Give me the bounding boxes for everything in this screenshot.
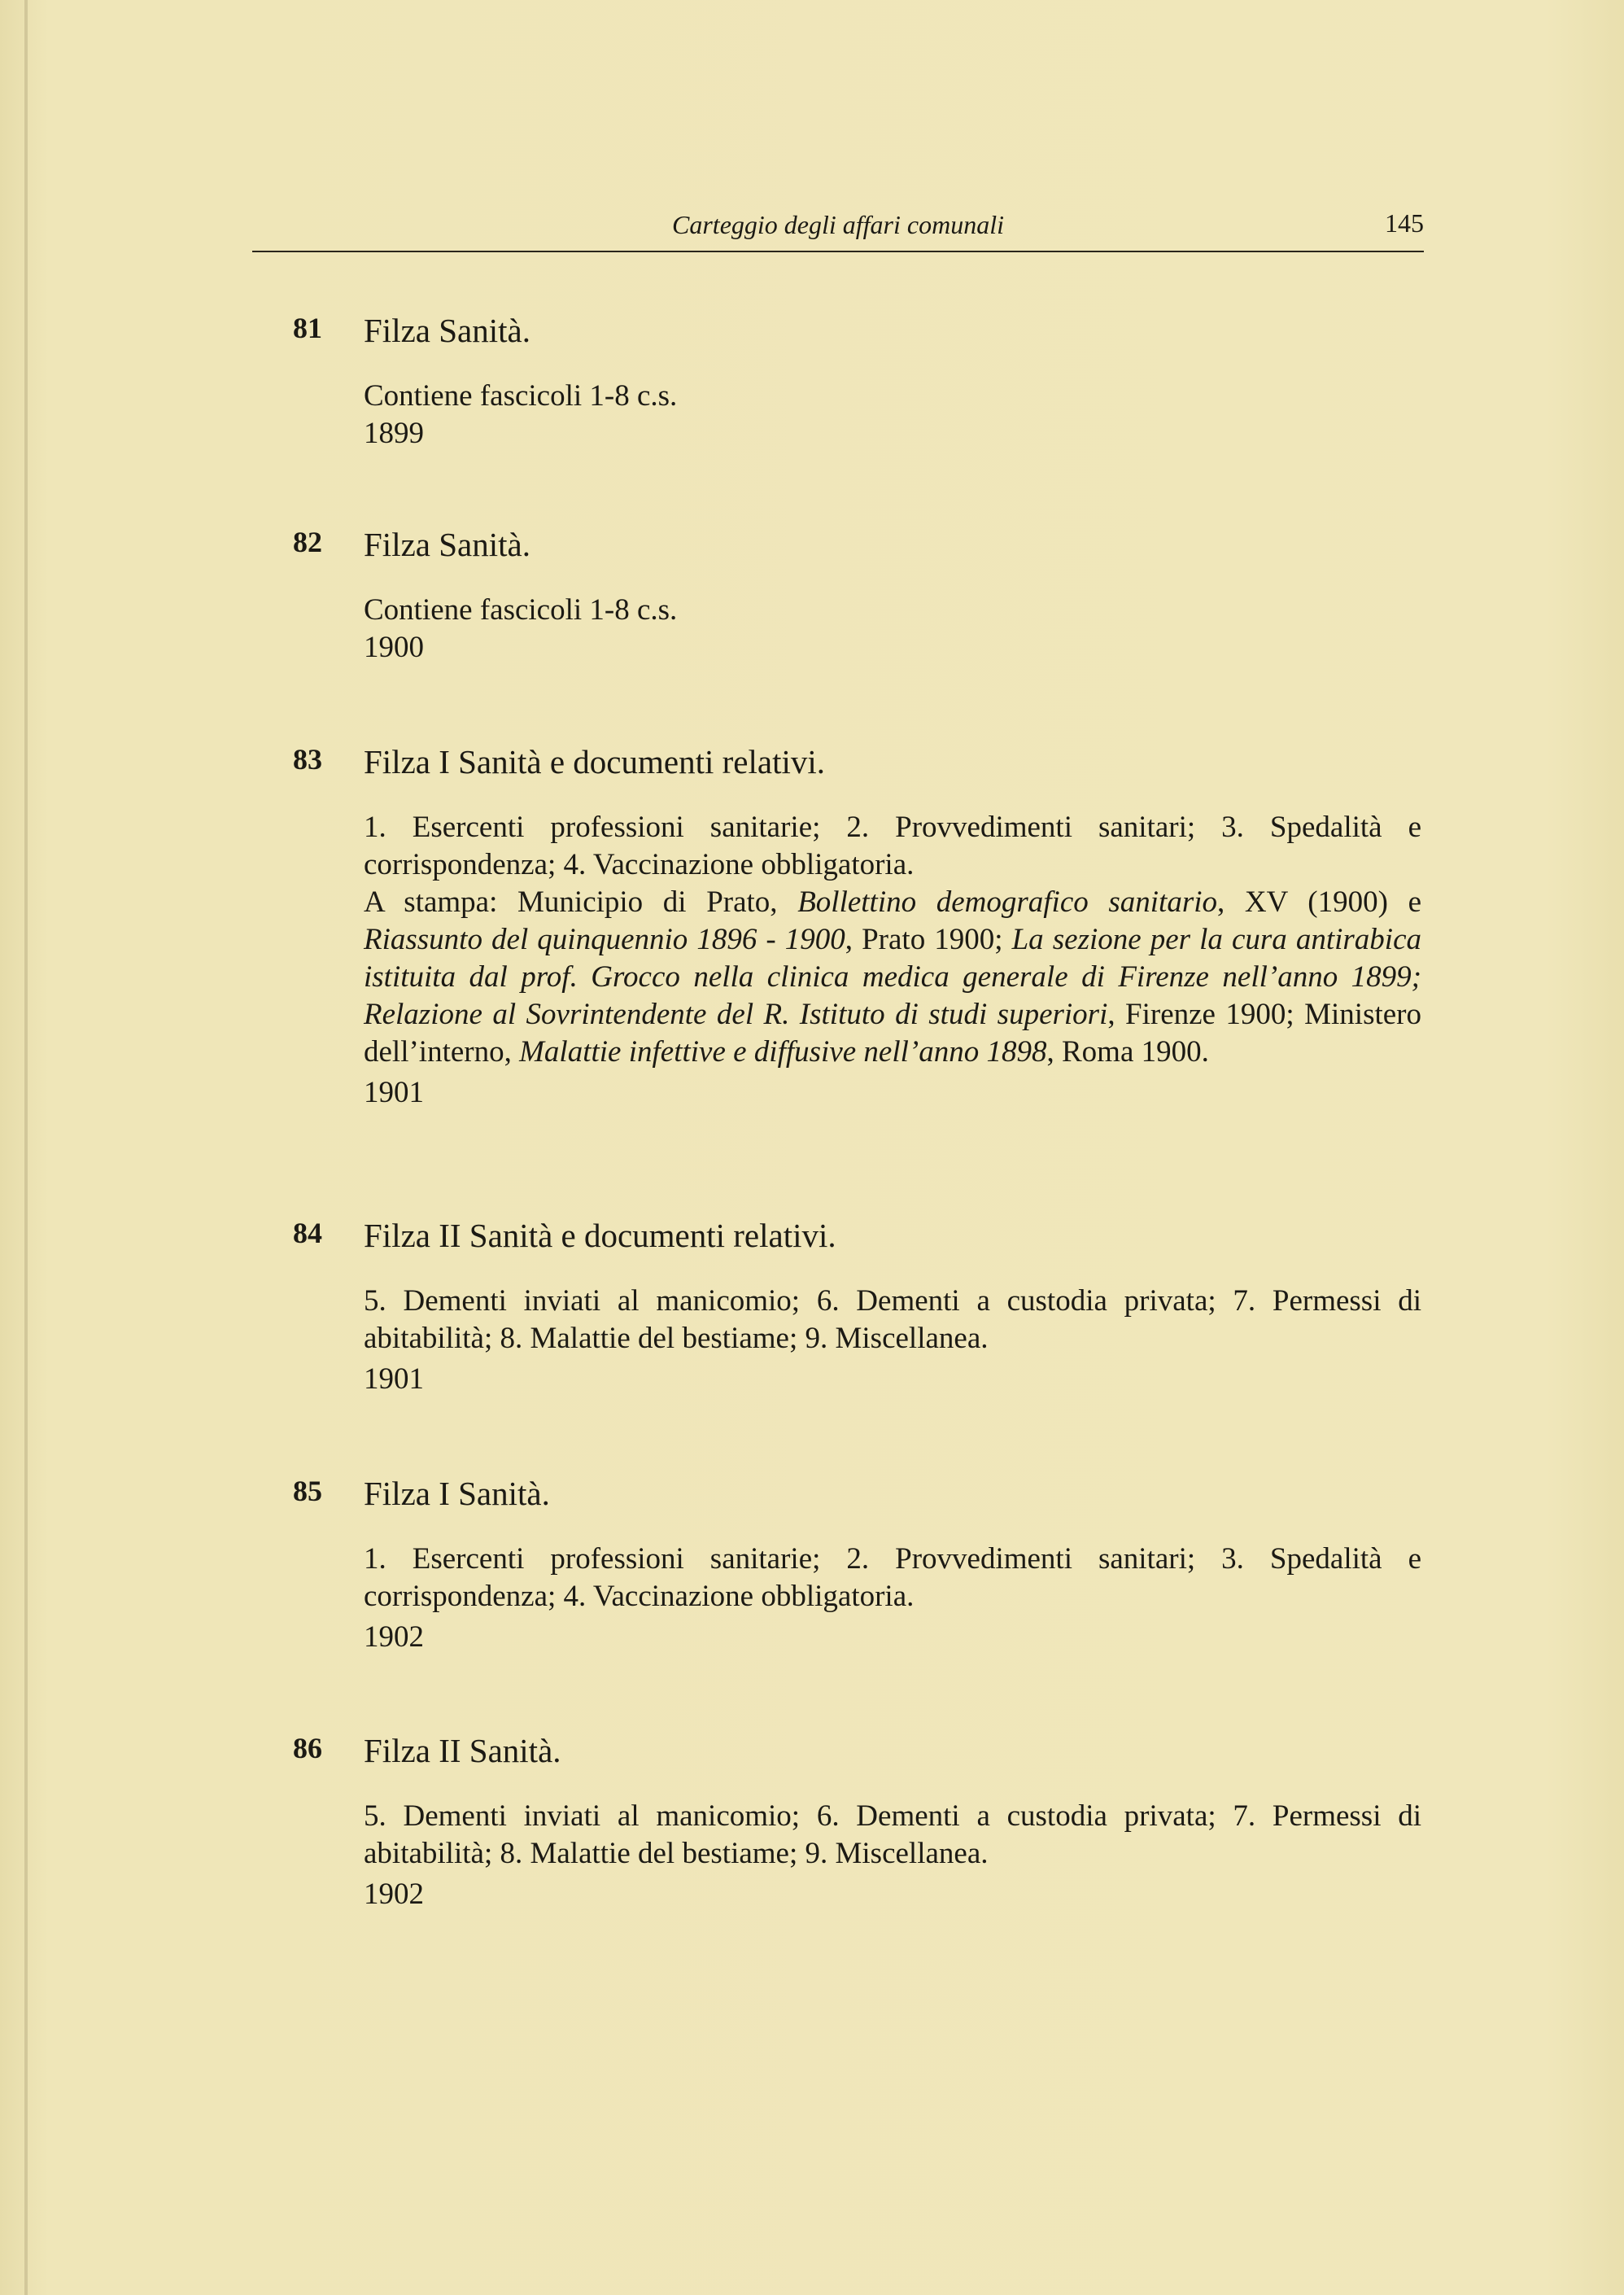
entry-title: Filza I Sanità e documenti relativi. [364,743,825,780]
print-title: Bollettino demografico sanitario [797,885,1218,919]
entry-year: 1901 [364,1362,424,1396]
entry-title: Filza Sanità. [364,312,530,349]
print-text: , Prato 1900; [845,923,1003,956]
entry-body [364,1216,1421,1398]
entry-year: 1901 [364,1076,424,1109]
entry-year: 1902 [364,1620,424,1654]
print-text: , Roma 1900. [1046,1035,1209,1069]
entry-number: 82 [293,526,322,558]
entry-body [364,525,1421,667]
entry-body [364,742,1421,1112]
entry-body [364,1474,1421,1656]
entry-description: Contiene fascicoli 1-8 c.s. [364,593,678,627]
entry-year: 1899 [364,417,424,450]
entry-title: Filza I Sanità. [364,1475,550,1512]
entry-title: Filza Sanità. [364,526,530,563]
page-spine-shadow [24,0,28,2295]
entry-body [364,1731,1421,1913]
page-number: 145 [1385,208,1424,238]
entry-number: 81 [293,312,322,344]
entry-body [364,311,1421,452]
entry-year: 1900 [364,631,424,664]
entry-description: Contiene fascicoli 1-8 c.s. [364,379,678,413]
entry-number: 83 [293,743,322,776]
print-text: , Firenze 1900; Ministero dell’interno, [364,998,1422,1069]
entry-description: 1. Esercenti professioni sanitarie; 2. Provvedimenti sanitari; 3. Spedalità e corrispondenza; 4. Vaccinazione obbligatoria. [364,1542,1421,1613]
entry-print-note [364,884,1421,1071]
print-text: A stampa: Municipio di Prato, [364,885,778,919]
print-title: Riassunto del quinquennio 1896 - 1900 [364,923,845,956]
print-title: Malattie infettive e diffusive nell’anno 1898 [519,1035,1047,1069]
entry-description: 5. Dementi inviati al manicomio; 6. Dementi a custodia privata; 7. Permessi di abitabilità; 8. Malattie del bestiame; 9. Miscellanea. [364,1799,1421,1870]
entry-title: Filza II Sanità. [364,1732,561,1769]
entry-title: Filza II Sanità e documenti relativi. [364,1217,836,1254]
entry-year: 1902 [364,1878,424,1911]
running-title: Carteggio degli affari comunali [672,210,1004,239]
print-text: , XV (1900) e [1217,885,1421,919]
entry-description: 5. Dementi inviati al manicomio; 6. Dementi a custodia privata; 7. Permessi di abitabilità; 8. Malattie del bestiame; 9. Miscellanea. [364,1284,1421,1355]
entry-description: 1. Esercenti professioni sanitarie; 2. Provvedimenti sanitari; 3. Spedalità e corrispondenza; 4. Vaccinazione obbligatoria. [364,811,1421,881]
entry-number: 84 [293,1217,322,1249]
entry-number: 85 [293,1475,322,1507]
running-header [252,205,1424,252]
entry-number: 86 [293,1732,322,1764]
print-title: La sezione per la cura antirabica istituita dal prof. Grocco nella clinica medica generale di Firenze nell’anno 1899; Relazione al Sovrintendente del R. Istituto di studi superiori [364,923,1421,1031]
